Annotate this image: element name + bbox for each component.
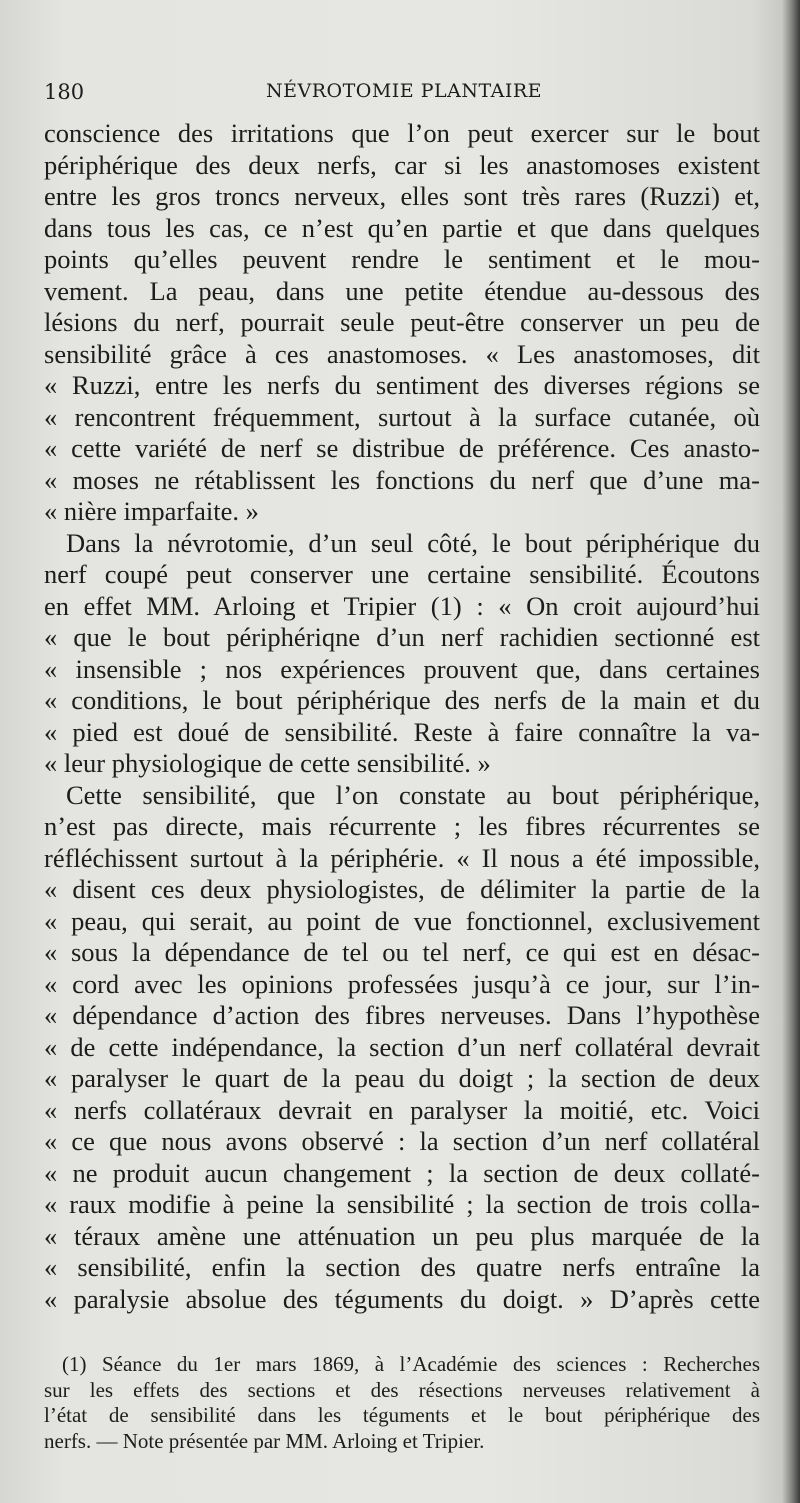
text-line: « rencontrent fréquemment, surtout à la surface cutanée, où <box>44 401 760 432</box>
text-line: « Ruzzi, entre les nerfs du sentiment des diverses régions se <box>44 370 760 400</box>
text-line: sensibilité grâce à ces anastomoses. « Les anastomoses, dit <box>44 338 760 369</box>
text-line: « ce que nous avons observé : la section d’un nerf collatéral <box>44 1126 760 1156</box>
text-line: points qu’elles peuvent rendre le sentiment et le mou- <box>44 244 760 274</box>
footnote-line: sur les effets des sections et des résections nerveuses relativement à <box>44 1377 760 1402</box>
paragraph-start-line: Dans la névrotomie, d’un seul côté, le bout périphérique du <box>66 527 760 558</box>
footnote-line: nerfs. — Note présentée par MM. Arloing et Tripier. <box>44 1428 485 1453</box>
text-line: n’est pas directe, mais récurrente ; les fibres récurrentes se <box>44 811 760 841</box>
text-line: « téraux amène une atténuation un peu plus marquée de la <box>44 1220 760 1251</box>
text-line: nerf coupé peut conserver une certaine sensibilité. Écoutons <box>44 559 760 589</box>
text-line: « paralysie absolue des téguments du doigt. » D’après cette <box>44 1283 760 1314</box>
text-line: « peau, qui serait, au point de vue fonctionnel, exclusivement <box>44 905 760 936</box>
text-line: entre les gros troncs nerveux, elles sont très rares (Ruzzi) et, <box>44 181 760 211</box>
text-line: « de cette indépendance, la section d’un nerf collatéral devrait <box>44 1031 760 1062</box>
text-line: « conditions, le bout périphérique des nerfs de la main et du <box>44 685 760 715</box>
text-line: « dépendance d’action des fibres nerveuses. Dans l’hypothèse <box>44 1000 760 1030</box>
text-line: « pied est doué de sensibilité. Reste à faire connaître la va- <box>44 716 760 747</box>
text-line: conscience des irritations que l’on peut exercer sur le bout <box>44 118 760 148</box>
text-line: en effet MM. Arloing et Tripier (1) : « On croit aujourd’hui <box>44 590 760 621</box>
page-number: 180 <box>44 80 85 104</box>
text-line: « sous la dépendance de tel ou tel nerf, ce qui est en désac- <box>44 937 760 967</box>
text-line: dans tous les cas, ce n’est qu’en partie et que dans quelques <box>44 212 760 243</box>
text-line: lésions du nerf, pourrait seule peut-être conserver un peu de <box>44 307 760 337</box>
paragraph-start-line: Cette sensibilité, que l’on constate au bout périphérique, <box>66 779 760 810</box>
text-line: vement. La peau, dans une petite étendue au-dessous des <box>44 275 760 306</box>
text-line: « cette variété de nerf se distribue de préférence. Ces anasto- <box>44 433 760 463</box>
text-line: « raux modifie à peine la sensibilité ; la section de trois colla- <box>44 1189 760 1219</box>
text-line: « ne produit aucun changement ; la section de deux collaté- <box>44 1157 760 1188</box>
text-line: périphérique des deux nerfs, car si les anastomoses existent <box>44 149 760 180</box>
body-text <box>44 118 760 1315</box>
running-title: NÉVROTOMIE PLANTAIRE <box>266 80 542 102</box>
text-line: « moses ne rétablissent les fonctions du nerf que d’une ma- <box>44 464 760 495</box>
text-line: « nerfs collatéraux devrait en paralyser la moitié, etc. Voici <box>44 1094 760 1125</box>
text-line: réfléchissent surtout à la périphérie. « Il nous a été impossible, <box>44 842 760 873</box>
text-line: « paralyser le quart de la peau du doigt ; la section de deux <box>44 1063 760 1093</box>
footnote-line: l’état de sensibilité dans les téguments et le bout périphérique des <box>44 1403 760 1427</box>
text-line: « cord avec les opinions professées jusqu’à ce jour, sur l’in- <box>44 968 760 999</box>
text-line: « que le bout périphériqne d’un nerf rachidien sectionné est <box>44 622 760 652</box>
text-line: « sensibilité, enfin la section des quatre nerfs entraîne la <box>44 1252 760 1282</box>
page-header <box>44 80 764 110</box>
text-line: « nière imparfaite. » <box>44 496 259 526</box>
text-line: « insensible ; nos expériences prouvent que, dans certaines <box>44 653 760 684</box>
footnote <box>44 1352 760 1454</box>
text-line: « leur physiologique de cette sensibilité. » <box>44 748 491 778</box>
text-line: « disent ces deux physiologistes, de délimiter la partie de la <box>44 874 760 904</box>
page-edge-shadow <box>782 0 800 1503</box>
footnote-line: (1) Séance du 1er mars 1869, à l’Académie des sciences : Recherches <box>62 1352 760 1376</box>
